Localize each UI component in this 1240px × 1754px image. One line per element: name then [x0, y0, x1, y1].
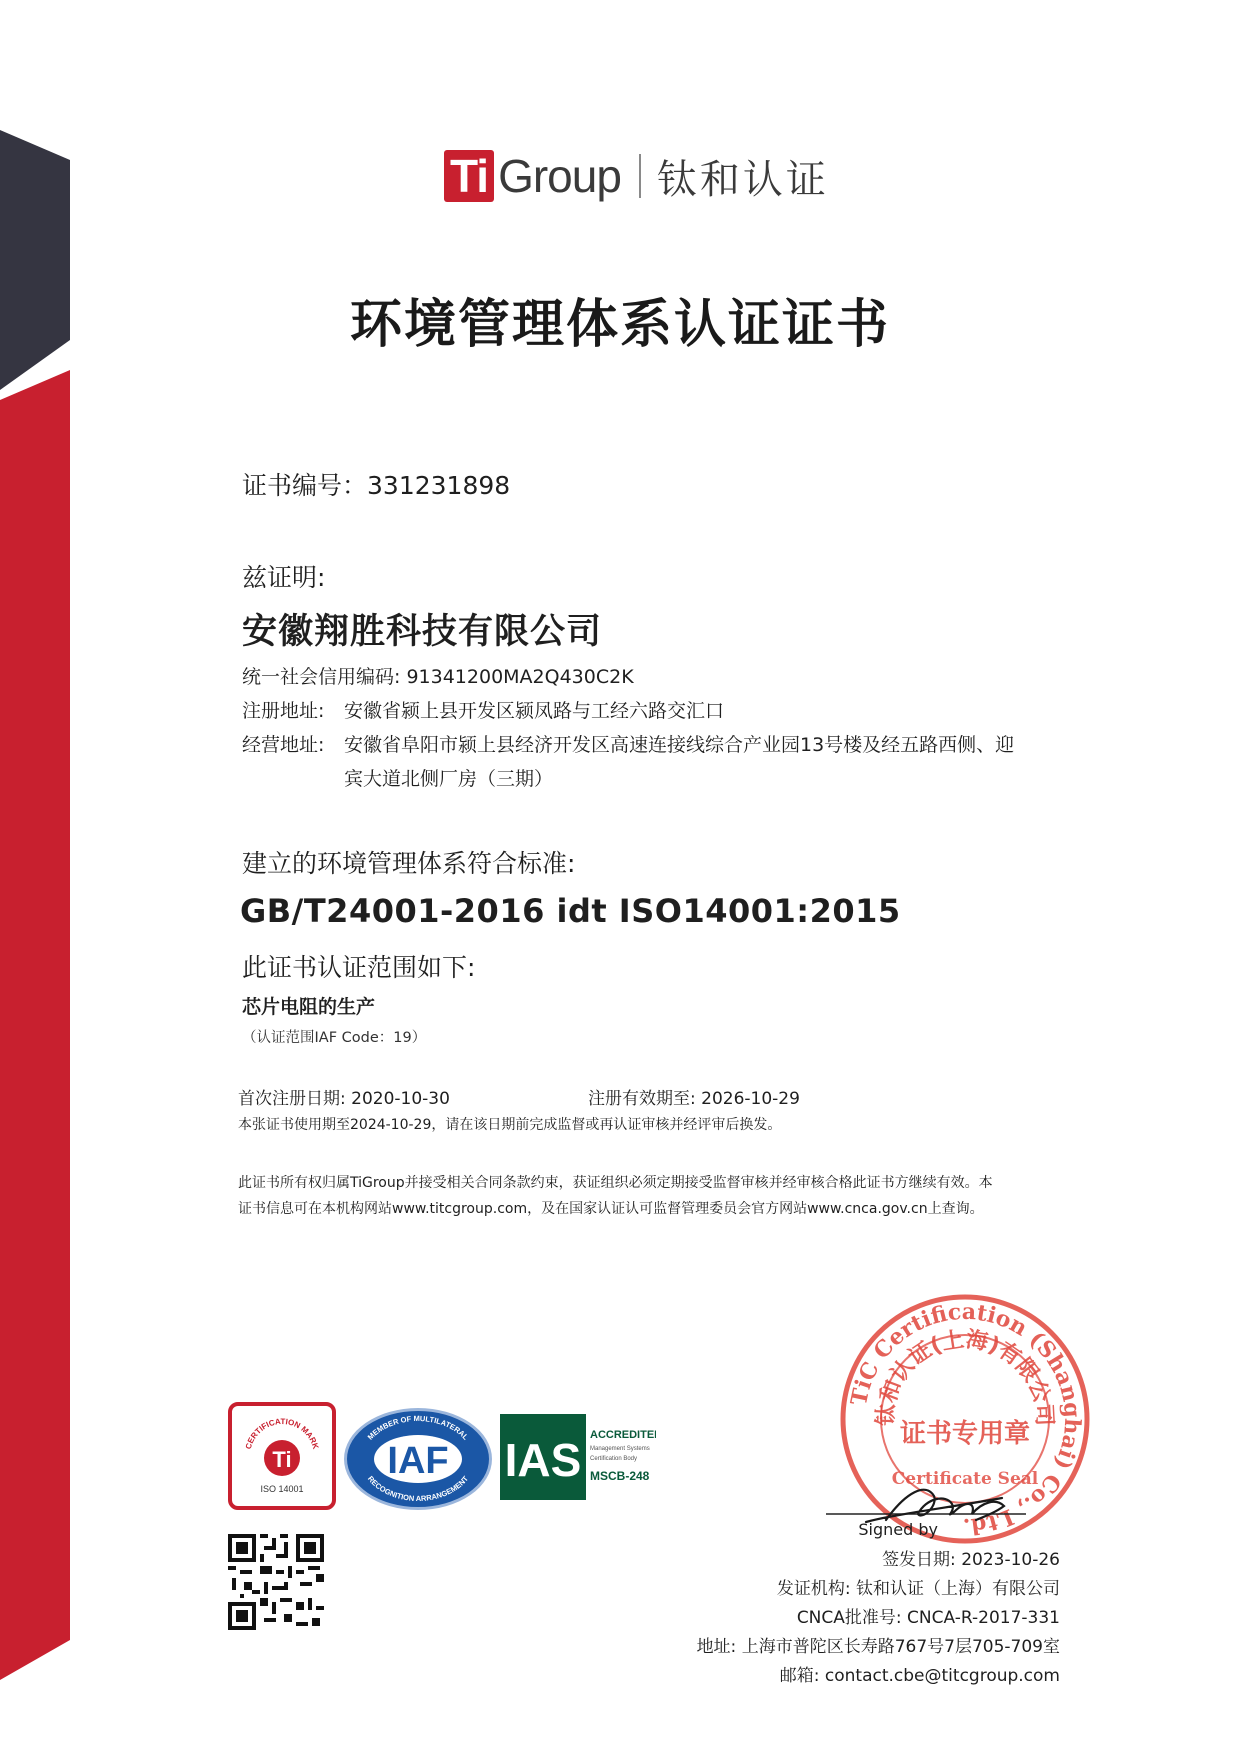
iaf-text: IAF [387, 1440, 449, 1482]
company-details [242, 660, 1062, 796]
cert-number-label: 证书编号： [242, 471, 368, 500]
op-address-value [344, 728, 1062, 796]
certification-mark-badge [228, 1402, 336, 1510]
ias-badge [500, 1414, 656, 1500]
email-row [560, 1662, 1060, 1691]
ownership-notice [238, 1170, 1068, 1222]
cnca-label: CNCA批准号: [796, 1608, 902, 1628]
ias-line1: Management Systems [590, 1446, 650, 1452]
reg-address-row [242, 694, 1062, 728]
seal-center-text: 证书专用章 [899, 1419, 1031, 1449]
ias-badge-graphic [500, 1414, 656, 1500]
notice-line-2: 证书信息可在本机构网站www.titcgroup.com，及在国家认证认可监督管理委员会官方网站www.cnca.gov.cn上查询。 [238, 1201, 984, 1217]
credit-code-row [242, 660, 1062, 694]
issue-date-row [560, 1546, 1060, 1575]
company-name: 安徽翔胜科技有限公司 [242, 612, 603, 652]
issuer-label: 发证机构: [776, 1579, 851, 1599]
ias-accredited: ACCREDITED [590, 1429, 656, 1441]
first-registration [238, 1084, 450, 1109]
certification-mark-graphic [232, 1406, 332, 1506]
issue-date-value: 2023-10-26 [961, 1550, 1060, 1570]
op-address-line1: 安徽省阜阳市颍上县经济开发区高速连接线综合产业园13号楼及经五路西侧、迎 [344, 734, 1015, 756]
logo-chinese-name: 钛和认证 [656, 156, 829, 203]
logo-divider [639, 154, 641, 198]
cert-number [242, 466, 510, 502]
scope-value: 芯片电阻的生产 [242, 996, 376, 1018]
tigroup-logo [444, 146, 829, 206]
notice-line-1: 此证书所有权归属TiGroup并接受相关合同条款约束，获证组织必须定期接受监督审核并经审核合格此证书方继续有效。本 [238, 1175, 993, 1191]
first-reg-value: 2020-10-30 [351, 1089, 450, 1109]
cert-mark-standard: ISO 14001 [260, 1484, 304, 1494]
seal-ring-text: TiC Certification (Shanghai) Co., Ltd. [845, 1298, 1086, 1540]
email-label: 邮箱: [779, 1666, 820, 1686]
ias-line2: Certification Body [590, 1456, 638, 1462]
scope-code: （认证范围IAF Code：19） [242, 1030, 427, 1046]
address-row [560, 1633, 1060, 1662]
valid-until-label: 注册有效期至: [588, 1089, 696, 1109]
cert-mark-ring-text: CERTIFICATION MARK [243, 1416, 321, 1451]
seal-bottom-text: Certificate Seal [891, 1469, 1039, 1489]
logo-ti-mark: Ti [444, 150, 494, 202]
credit-code-label: 统一社会信用编码: [242, 666, 401, 688]
first-reg-label: 首次注册日期: [238, 1089, 346, 1109]
email-value: contact.cbe@titcgroup.com [824, 1666, 1060, 1686]
signed-by: Signed by [858, 1520, 938, 1539]
qr-code [228, 1534, 324, 1630]
address-value: 上海市普陀区长寿路767号7层705-709室 [741, 1637, 1060, 1657]
cert-number-value: 331231898 [367, 471, 511, 500]
op-address-line2: 宾大道北侧厂房（三期） [344, 768, 554, 790]
credit-code-value: 91341200MA2Q430C2K [406, 666, 634, 688]
left-decorative-band [0, 0, 90, 1754]
hereby-text: 兹证明: [242, 563, 326, 592]
usage-note: 本张证书使用期至2024-10-29，请在该日期前完成监督或再认证审核并经评审后换发。 [238, 1117, 782, 1133]
scope-intro: 此证书认证范围如下: [242, 953, 476, 982]
iaf-ring-bottom: RECOGNITION ARRANGEMENT [365, 1474, 471, 1504]
iaf-ring-top: MEMBER OF MULTILATERAL [365, 1413, 471, 1442]
seal-chinese-ring: 钛和认证(上海)有限公司 [873, 1327, 1057, 1427]
iaf-badge [344, 1408, 492, 1510]
issuer-block [560, 1546, 1060, 1691]
cert-mark-ti: Ti [272, 1447, 292, 1472]
issue-date-label: 签发日期: [882, 1550, 956, 1570]
issuer-value: 钛和认证（上海）有限公司 [856, 1579, 1060, 1599]
standard-value: GB/T24001-2016 idt ISO14001:2015 [240, 892, 901, 930]
iaf-badge-graphic [347, 1411, 489, 1507]
ias-code: MSCB-248 [590, 1469, 650, 1483]
issuer-row [560, 1575, 1060, 1604]
standard-intro: 建立的环境管理体系符合标准: [242, 849, 576, 878]
reg-address-label: 注册地址: [242, 700, 325, 722]
op-address-row [242, 728, 1062, 796]
op-address-label: 经营地址: [242, 734, 325, 756]
valid-until-value: 2026-10-29 [701, 1089, 800, 1109]
ias-text: IAS [504, 1434, 582, 1486]
logo-group-text: Group [498, 150, 621, 202]
reg-address-value: 安徽省颍上县开发区颍凤路与工经六路交汇口 [344, 700, 725, 722]
valid-until [588, 1084, 800, 1109]
qr-code-graphic [228, 1534, 324, 1630]
cnca-value: CNCA-R-2017-331 [907, 1608, 1060, 1628]
address-label: 地址: [696, 1637, 737, 1657]
certificate-title: 环境管理体系认证证书 [349, 295, 890, 355]
cnca-row [560, 1604, 1060, 1633]
